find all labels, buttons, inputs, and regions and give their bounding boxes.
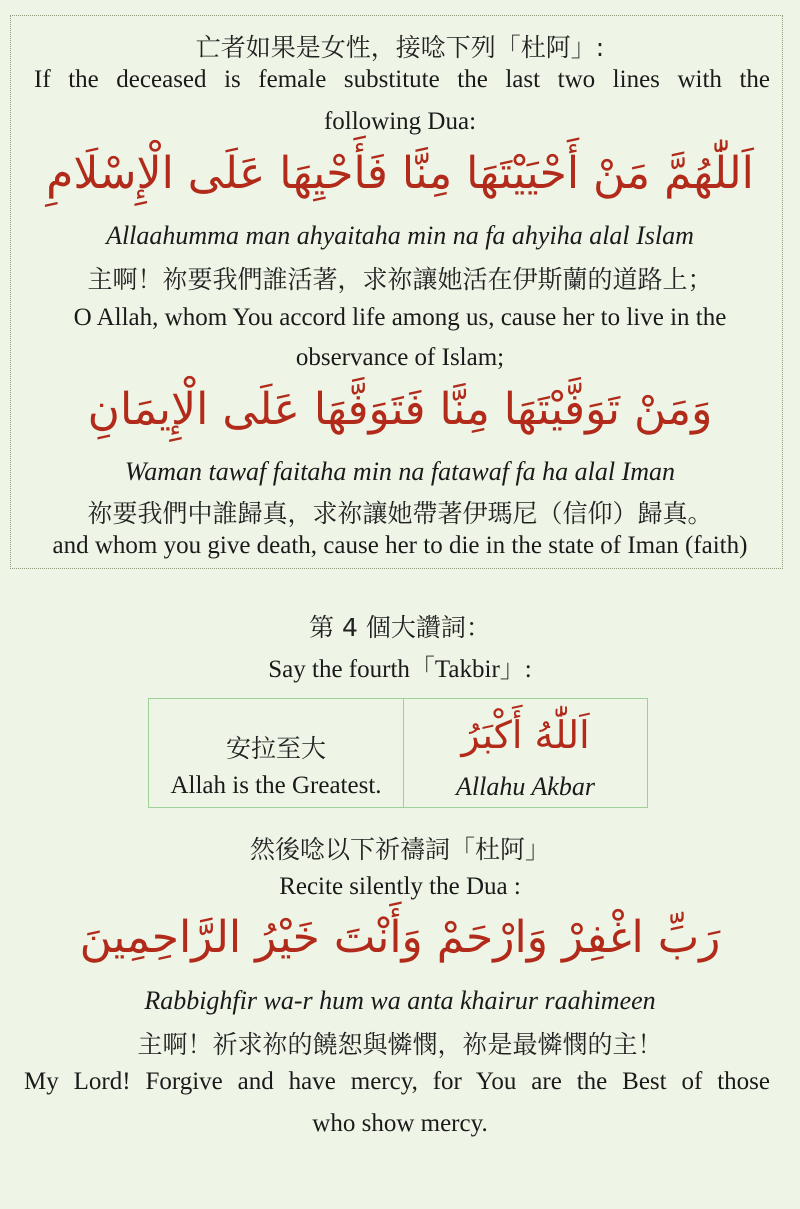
takbir-en-heading: Say the fourth「Takbir」: <box>268 656 532 683</box>
final-dua-zh: 主啊！祈求祢的饒恕與憐憫，祢是最憐憫的主！ <box>137 1030 663 1059</box>
female-dua-en-heading-line2: following Dua: <box>323 108 477 135</box>
takbir-zh-heading: 第 4 個大讚詞： <box>309 613 491 642</box>
takbir-meaning-zh: 安拉至大 <box>225 734 326 763</box>
verse2-en: and whom you give death, cause her to die in the state of Iman (faith) <box>52 532 748 559</box>
takbir-table-meaning-cell <box>149 699 404 807</box>
final-dua-en-line2: who show mercy. <box>312 1110 488 1137</box>
verse2-arabic: وَمَنْ تَوَفَّيْتَهَا مِنَّا فَتَوَفَّهَا عَلَى الْإِيمَانِ <box>87 384 713 435</box>
final-dua-zh-heading: 然後唸以下祈禱詞「杜阿」 <box>249 835 550 864</box>
verse1-en-line2: observance of Islam; <box>295 344 505 371</box>
takbir-table <box>148 698 648 808</box>
takbir-table-arabic-cell <box>404 699 647 807</box>
final-dua-en-heading: Recite silently the Dua : <box>279 873 521 900</box>
female-dua-zh-heading: 亡者如果是女性，接唸下列「杜阿」: <box>195 33 605 62</box>
verse1-transliteration: Allaahumma man ahyaitaha min na fa ahyiha alal Islam <box>106 221 694 250</box>
verse2-transliteration: Waman tawaf faitaha min na fatawaf fa ha alal Iman <box>124 457 676 486</box>
female-dua-en-heading-line1: If the deceased is female substitute the last two lines with the <box>34 66 770 93</box>
final-dua-arabic: رَبِّ اغْفِرْ وَارْحَمْ وَأَنْتَ خَيْرُ الرَّاحِمِينَ <box>79 912 721 963</box>
verse1-arabic: اَللّٰهُمَّ مَنْ أَحْيَيْتَهَا مِنَّا فَأَحْيِهَا عَلَى الْإِسْلَامِ <box>46 148 754 199</box>
takbir-arabic: اَللّٰهُ أَكْبَرُ <box>461 713 590 757</box>
final-dua-en-line1: My Lord! Forgive and have mercy, for You are the Best of those <box>24 1068 770 1095</box>
final-dua-transliteration: Rabbighfir wa-r hum wa anta khairur raahimeen <box>144 986 656 1015</box>
verse1-zh: 主啊！祢要我們誰活著，求祢讓她活在伊斯蘭的道路上； <box>87 265 713 294</box>
verse1-en-line1: O Allah, whom You accord life among us, cause her to live in the <box>73 304 727 331</box>
takbir-meaning-en: Allah is the Greatest. <box>170 772 382 799</box>
verse2-zh: 祢要我們中誰歸真，求祢讓她帶著伊瑪尼（信仰）歸真。 <box>87 499 713 528</box>
takbir-transliteration: Allahu Akbar <box>456 772 595 801</box>
